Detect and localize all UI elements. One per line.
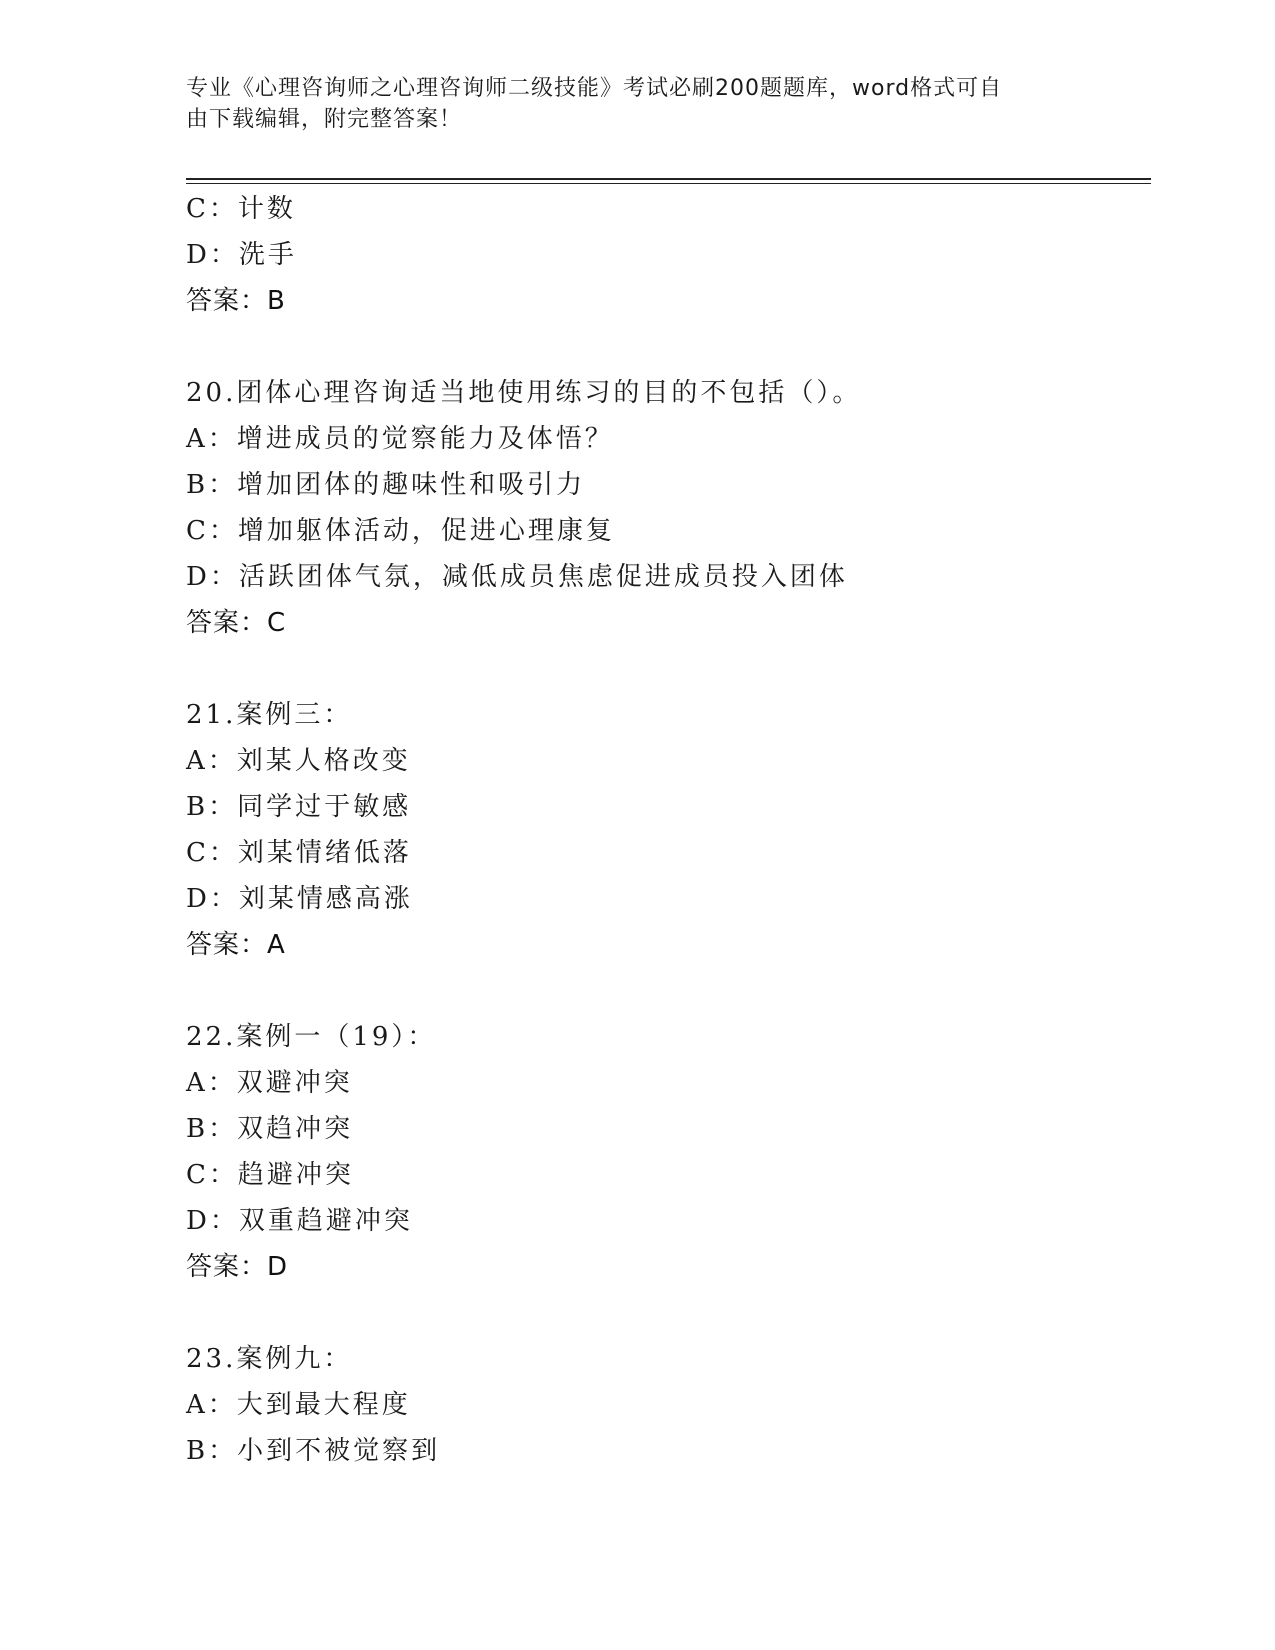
answer-line: 答案：A [186, 930, 286, 960]
question-spacer [186, 646, 1146, 692]
option-a: A：双避冲突 [186, 1068, 353, 1098]
option-c: C：计数 [186, 194, 296, 224]
question-spacer [186, 324, 1146, 370]
header-divider-thin [186, 183, 1151, 184]
question-22 [186, 1014, 1146, 1290]
header-line-2: 由下载编辑，附完整答案！ [186, 107, 463, 132]
question-stem: 22.案例一（19）： [186, 1022, 437, 1052]
previous-question-tail [186, 186, 1146, 324]
option-b: B：同学过于敏感 [186, 792, 412, 822]
question-21 [186, 692, 1146, 968]
answer-line: 答案：D [186, 1252, 289, 1282]
option-d: D：双重趋避冲突 [186, 1206, 413, 1236]
answer-line: 答案：C [186, 608, 287, 638]
question-stem: 23.案例九： [186, 1344, 353, 1374]
option-a: A：增进成员的觉察能力及体悟？ [186, 424, 614, 454]
header-line-1: 专业《心理咨询师之心理咨询师二级技能》考试必刷200题题库，word格式可自 [186, 76, 1003, 101]
option-a: A：刘某人格改变 [186, 746, 411, 776]
option-c: C：趋避冲突 [186, 1160, 354, 1190]
option-b: B：双趋冲突 [186, 1114, 354, 1144]
header-divider-thick [186, 178, 1151, 180]
option-d: D：活跃团体气氛，减低成员焦虑促进成员投入团体 [186, 562, 848, 592]
question-stem: 21.案例三： [186, 700, 353, 730]
option-b: B：增加团体的趣味性和吸引力 [186, 470, 586, 500]
option-a: A：大到最大程度 [186, 1390, 411, 1420]
document-header [186, 73, 1066, 135]
question-20 [186, 370, 1146, 646]
question-spacer [186, 1290, 1146, 1336]
option-d: D：刘某情感高涨 [186, 884, 413, 914]
option-c: C：刘某情绪低落 [186, 838, 412, 868]
question-23 [186, 1336, 1146, 1474]
option-b: B：小到不被觉察到 [186, 1436, 441, 1466]
answer-line: 答案：B [186, 286, 286, 316]
question-list [186, 186, 1146, 1474]
question-spacer [186, 968, 1146, 1014]
option-c: C：增加躯体活动，促进心理康复 [186, 516, 615, 546]
question-stem: 20.团体心理咨询适当地使用练习的目的不包括（）。 [186, 378, 862, 408]
option-d: D：洗手 [186, 240, 297, 270]
